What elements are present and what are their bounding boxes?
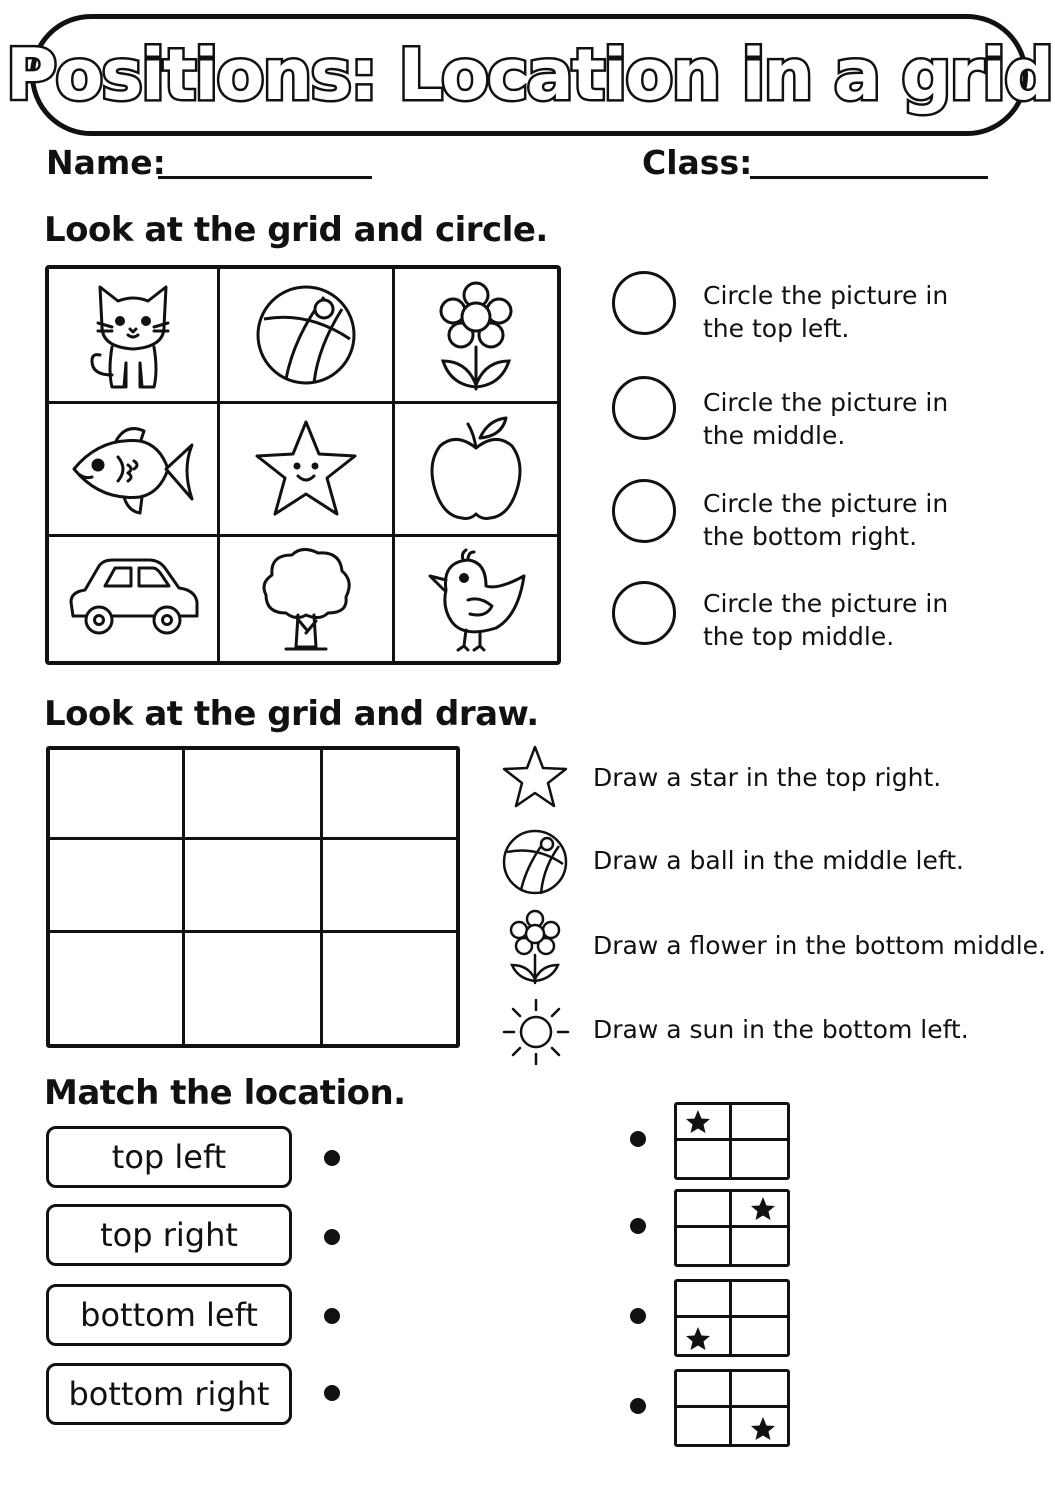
star-icon: [251, 416, 361, 522]
circle-instruction-2: Circle the picture in the middle.: [703, 388, 949, 450]
match-dot-right-3[interactable]: [630, 1308, 646, 1324]
picture-grid: [45, 265, 561, 665]
draw-instruction-2: Draw a ball in the middle left.: [593, 846, 964, 875]
draw-cell-bottom-right[interactable]: [323, 933, 456, 1044]
name-label: Name:: [46, 143, 166, 182]
circle-instruction-4: Circle the picture in the top middle.: [703, 589, 949, 651]
circle-instruction-3: Circle the picture in the bottom right.: [703, 489, 949, 551]
mini-cell: [677, 1372, 732, 1408]
draw-cell-middle[interactable]: [185, 840, 323, 933]
draw-instruction-3: Draw a flower in the bottom middle.: [593, 931, 1046, 960]
mini-cell: [732, 1408, 787, 1444]
flower-icon: [431, 277, 521, 393]
cat-icon: [78, 275, 188, 395]
grid-cell-bottom-right[interactable]: [395, 537, 557, 661]
grid-cell-middle-right[interactable]: [395, 404, 557, 537]
title-banner: [5, 14, 1053, 136]
mini-cell: [677, 1228, 732, 1264]
grid-cell-top-right[interactable]: [395, 269, 557, 404]
ball-icon: [501, 828, 569, 896]
match-dot-left-2[interactable]: [324, 1229, 340, 1245]
section-heading-circle: Look at the grid and circle.: [44, 210, 548, 250]
flower-icon: [504, 907, 566, 985]
mini-cell: [677, 1282, 732, 1318]
grid-cell-bottom-middle[interactable]: [220, 537, 395, 661]
mini-grid-bottom-left: [674, 1279, 790, 1357]
fish-icon: [70, 421, 196, 517]
mini-cell: [732, 1105, 787, 1141]
mini-grid-top-right: [674, 1189, 790, 1267]
match-dot-left-1[interactable]: [324, 1150, 340, 1166]
circle-instruction-1: Circle the picture in the top left.: [703, 281, 949, 343]
mini-grid-bottom-right: [674, 1369, 790, 1447]
mini-cell: [732, 1192, 787, 1228]
class-label: Class:: [642, 143, 753, 182]
draw-cell-top-right[interactable]: [323, 750, 456, 840]
location-label-bottom-left[interactable]: bottom left: [46, 1284, 292, 1346]
draw-cell-middle-right[interactable]: [323, 840, 456, 933]
mini-cell: [732, 1228, 787, 1264]
grid-cell-bottom-left[interactable]: [49, 537, 220, 661]
mini-cell: [732, 1372, 787, 1408]
bird-icon: [424, 546, 528, 652]
draw-cell-top-middle[interactable]: [185, 750, 323, 840]
name-field[interactable]: [158, 176, 372, 179]
answer-circle-1[interactable]: [612, 271, 676, 335]
answer-circle-4[interactable]: [612, 581, 676, 645]
tree-icon: [256, 543, 356, 655]
mini-cell: [677, 1105, 732, 1141]
grid-cell-top-middle[interactable]: [220, 269, 395, 404]
ball-icon: [254, 283, 358, 387]
sun-icon: [500, 996, 572, 1068]
location-label-top-left[interactable]: top left: [46, 1126, 292, 1188]
star-icon: [500, 744, 570, 810]
draw-instruction-4: Draw a sun in the bottom left.: [593, 1015, 969, 1044]
location-label-bottom-right[interactable]: bottom right: [46, 1363, 292, 1425]
class-field[interactable]: [750, 176, 988, 179]
mini-grid-top-left: [674, 1102, 790, 1180]
mini-cell: [677, 1408, 732, 1444]
grid-cell-top-left[interactable]: [49, 269, 220, 404]
section-heading-match: Match the location.: [44, 1073, 406, 1113]
mini-cell: [677, 1141, 732, 1177]
match-dot-left-4[interactable]: [324, 1385, 340, 1401]
mini-cell: [677, 1192, 732, 1228]
match-dot-right-2[interactable]: [630, 1218, 646, 1234]
mini-cell: [732, 1318, 787, 1354]
answer-circle-2[interactable]: [612, 376, 676, 440]
page-title: Positions: Location in a grid: [5, 34, 1053, 116]
draw-cell-bottom-left[interactable]: [50, 933, 185, 1044]
match-dot-left-3[interactable]: [324, 1308, 340, 1324]
star-icon: [685, 1109, 711, 1135]
apple-icon: [426, 414, 526, 524]
car-icon: [63, 554, 203, 644]
match-dot-right-4[interactable]: [630, 1398, 646, 1414]
answer-circle-3[interactable]: [612, 479, 676, 543]
mini-cell: [677, 1318, 732, 1354]
star-icon: [750, 1196, 776, 1222]
draw-instruction-1: Draw a star in the top right.: [593, 763, 942, 792]
section-heading-draw: Look at the grid and draw.: [44, 694, 539, 734]
star-icon: [685, 1326, 711, 1352]
match-dot-right-1[interactable]: [630, 1131, 646, 1147]
grid-cell-middle[interactable]: [220, 404, 395, 537]
draw-cell-top-left[interactable]: [50, 750, 185, 840]
mini-cell: [732, 1141, 787, 1177]
draw-grid: [46, 746, 460, 1048]
star-icon: [750, 1416, 776, 1442]
location-label-top-right[interactable]: top right: [46, 1204, 292, 1266]
grid-cell-middle-left[interactable]: [49, 404, 220, 537]
mini-cell: [732, 1282, 787, 1318]
draw-cell-bottom-middle[interactable]: [185, 933, 323, 1044]
draw-cell-middle-left[interactable]: [50, 840, 185, 933]
